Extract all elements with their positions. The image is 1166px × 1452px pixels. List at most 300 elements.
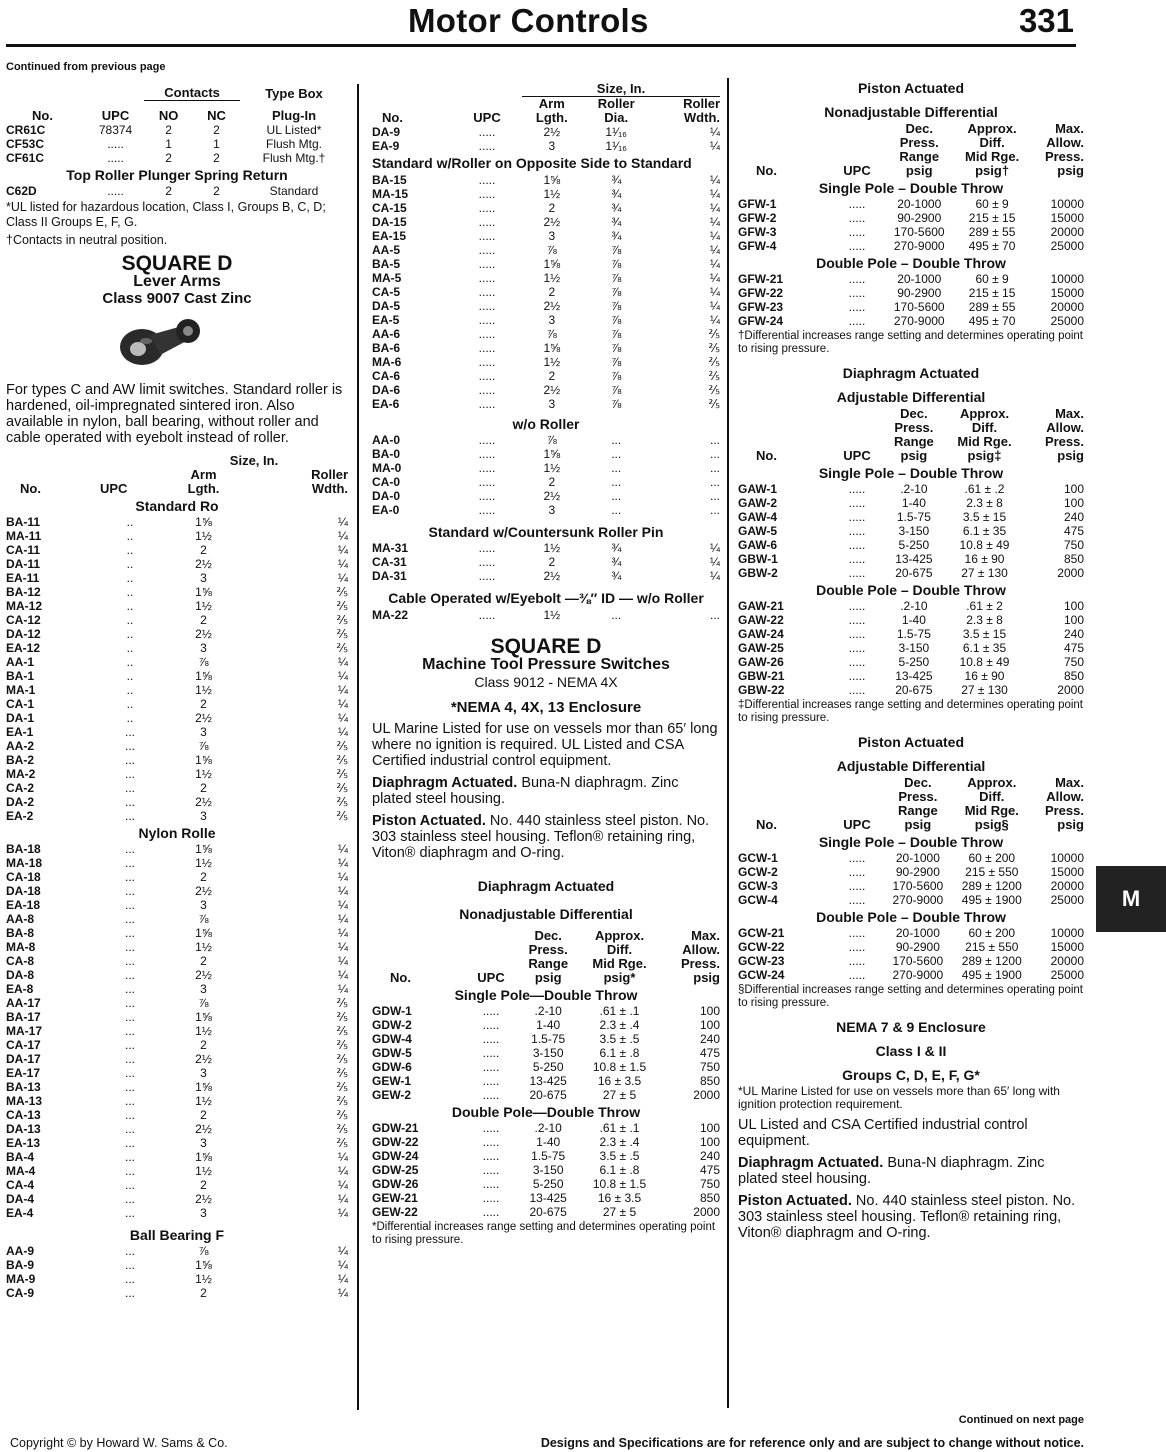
col-header-max: Max. bbox=[1055, 121, 1084, 136]
cell-value: 6.1 ± 35 bbox=[962, 641, 1007, 655]
col-header-psigmark: psig‡ bbox=[967, 448, 1002, 463]
cell-value: ¾ bbox=[611, 541, 622, 555]
section-heading: Cable Operated w/Eyebolt —⅜″ ID — w/o Roller bbox=[388, 590, 704, 606]
col-header-diff: Diff. bbox=[606, 942, 633, 957]
table-row bbox=[738, 641, 1084, 655]
part-number: BA-17 bbox=[6, 1009, 41, 1024]
cell-value: 750 bbox=[1063, 655, 1084, 669]
cell-value: 1½ bbox=[195, 598, 212, 613]
cell-value: ..... bbox=[478, 243, 496, 257]
cell-value: ¼ bbox=[337, 654, 348, 669]
part-number: GAW-21 bbox=[738, 599, 784, 613]
cell-value: 3-150 bbox=[898, 641, 930, 655]
table-row bbox=[372, 299, 720, 313]
cell-value: 1¹⁄₁₆ bbox=[605, 139, 627, 153]
col-header-upc: UPC bbox=[101, 107, 130, 123]
cell-value: ..... bbox=[848, 879, 866, 893]
table-row bbox=[372, 229, 720, 243]
section-subtitle: Piston Actuated bbox=[857, 80, 965, 96]
cell-value: 1⅝ bbox=[543, 447, 561, 461]
cell-value: ... bbox=[124, 1177, 135, 1192]
cell-value: .2-10 bbox=[534, 1004, 562, 1018]
cell-value: ..... bbox=[478, 285, 496, 299]
cell-value: ⅖ bbox=[708, 355, 720, 369]
size-header: Size, In. bbox=[229, 452, 279, 468]
part-number: GCW-21 bbox=[738, 926, 785, 940]
table-row bbox=[6, 940, 348, 954]
table-row bbox=[6, 1010, 348, 1024]
table-row bbox=[372, 1177, 720, 1191]
part-number: CF61C bbox=[6, 150, 45, 165]
cell-value: ... bbox=[709, 461, 720, 475]
cell-value: ¼ bbox=[337, 1257, 348, 1272]
table-row bbox=[738, 940, 1084, 954]
col-header-diff: Diff. bbox=[979, 789, 1005, 804]
section-heading: Standard Ro bbox=[135, 497, 219, 514]
table-row bbox=[372, 1060, 720, 1074]
cell-value: 100 bbox=[699, 1135, 720, 1149]
cell-value: .. bbox=[126, 570, 134, 585]
table-row bbox=[372, 341, 720, 355]
part-number: BA-2 bbox=[6, 752, 35, 767]
section-subtitle: Diaphragm Actuated bbox=[842, 365, 980, 381]
cell-value: 2 bbox=[548, 369, 556, 383]
part-number: EA-13 bbox=[6, 1135, 41, 1150]
cell-value: ¾ bbox=[611, 187, 622, 201]
cell-value: 2½ bbox=[195, 626, 212, 641]
table-row bbox=[372, 1191, 720, 1205]
cell-value: ... bbox=[611, 447, 622, 461]
col-header-no: No. bbox=[20, 480, 41, 496]
table-row bbox=[738, 926, 1084, 940]
cell-value: 289 ± 55 bbox=[968, 300, 1016, 314]
cell-value: 1⅝ bbox=[195, 1009, 212, 1024]
table-row bbox=[6, 571, 348, 585]
cell-value: ... bbox=[124, 1023, 135, 1038]
part-number: CA-1 bbox=[6, 696, 35, 711]
table-row bbox=[372, 397, 720, 411]
col-header-press: Press. bbox=[898, 789, 938, 804]
cell-value: 1½ bbox=[195, 682, 212, 697]
cell-value: ..... bbox=[482, 1060, 500, 1074]
cell-value: 750 bbox=[1063, 538, 1084, 552]
col-header-allow: Allow. bbox=[1046, 789, 1084, 804]
cell-value: ⅞ bbox=[611, 397, 622, 411]
cell-value: ¼ bbox=[709, 257, 720, 271]
cell-value: ¼ bbox=[709, 229, 720, 243]
part-number: GDW-26 bbox=[372, 1177, 419, 1191]
col-header-approx: Approx. bbox=[959, 406, 1010, 421]
header-spacer bbox=[738, 122, 830, 136]
cell-value: ¼ bbox=[337, 925, 348, 940]
cell-value: ¼ bbox=[337, 542, 348, 557]
brand-heading: SQUARE D bbox=[490, 635, 602, 658]
cell-value: .. bbox=[126, 514, 134, 529]
col-header-nc: NC bbox=[207, 107, 226, 123]
part-number: MA-5 bbox=[372, 271, 402, 285]
col-header-approx: Approx. bbox=[594, 928, 645, 943]
cell-value: ... bbox=[611, 433, 622, 447]
cell-value: ..... bbox=[848, 197, 866, 211]
part-number: BA-6 bbox=[372, 341, 401, 355]
part-number: GAW-5 bbox=[738, 524, 778, 538]
cell-value: ... bbox=[709, 489, 720, 503]
cell-value: ... bbox=[124, 1065, 135, 1080]
part-number: AA-8 bbox=[6, 911, 35, 926]
description-paragraph: Diaphragm Actuated. Buna-N diaphragm. Zinc plated steel housing. bbox=[372, 775, 679, 807]
table-row bbox=[738, 968, 1084, 982]
cell-value: ⅞ bbox=[546, 243, 557, 257]
cell-value: ¼ bbox=[337, 1149, 348, 1164]
cell-value: ... bbox=[124, 1079, 135, 1094]
cell-value: 3-150 bbox=[898, 524, 930, 538]
table-row bbox=[372, 173, 720, 187]
cell-value: ¾ bbox=[611, 229, 622, 243]
cell-value: Flush Mtg. bbox=[265, 136, 322, 151]
cell-value: ..... bbox=[482, 1191, 500, 1205]
section-subtitle: Class 9012 - NEMA 4X bbox=[474, 674, 618, 690]
part-number: BA-18 bbox=[6, 841, 41, 856]
cell-value: ..... bbox=[478, 555, 496, 569]
cell-value: 90-2900 bbox=[895, 940, 940, 954]
part-number: MA-8 bbox=[6, 939, 36, 954]
cell-value: 60 ± 200 bbox=[968, 926, 1016, 940]
section-heading: Standard w/Roller on Opposite Side to Standard bbox=[372, 155, 692, 171]
part-number: GFW-23 bbox=[738, 300, 784, 314]
cell-value: ..... bbox=[478, 489, 496, 503]
cell-value: ¼ bbox=[337, 682, 348, 697]
cell-value: 2½ bbox=[195, 794, 212, 809]
table-row bbox=[372, 608, 720, 622]
cell-value: 2½ bbox=[543, 569, 561, 583]
part-number: MA-13 bbox=[6, 1093, 43, 1108]
table-row bbox=[738, 197, 1084, 211]
cell-value: ..... bbox=[848, 538, 866, 552]
table-row bbox=[6, 1052, 348, 1066]
col-header-approx: Approx. bbox=[967, 121, 1017, 136]
part-number: GDW-5 bbox=[372, 1046, 412, 1060]
col-header-no: No. bbox=[756, 817, 777, 832]
cell-value: 750 bbox=[699, 1177, 720, 1191]
table-row bbox=[372, 1074, 720, 1088]
table-row bbox=[6, 641, 348, 655]
table-row bbox=[372, 503, 720, 517]
header-spacer bbox=[830, 776, 884, 790]
cell-value: 1 bbox=[165, 136, 172, 151]
cell-value: ..... bbox=[848, 865, 866, 879]
section-heading: Single Pole – Double Throw bbox=[818, 834, 1004, 850]
cell-value: 215 ± 15 bbox=[968, 211, 1016, 225]
table-row bbox=[6, 795, 348, 809]
table-row bbox=[6, 856, 348, 870]
cell-value: 270-9000 bbox=[892, 968, 944, 982]
table-row bbox=[372, 1088, 720, 1102]
col-header-psig2: psig bbox=[693, 970, 720, 985]
cell-value: ..... bbox=[478, 139, 496, 153]
cell-value: ..... bbox=[848, 851, 866, 865]
col-header-upc: UPC bbox=[843, 448, 871, 463]
part-number: GDW-2 bbox=[372, 1018, 412, 1032]
part-number: GAW-2 bbox=[738, 496, 778, 510]
section-subtitle: Class I & II bbox=[875, 1043, 947, 1059]
cell-value: ⅖ bbox=[336, 1023, 348, 1038]
column-2 bbox=[372, 82, 720, 1251]
cell-value: ... bbox=[124, 1107, 135, 1122]
cell-value: 170-5600 bbox=[893, 225, 945, 239]
cell-value: 13-425 bbox=[895, 669, 933, 683]
cell-value: ⅖ bbox=[336, 766, 348, 781]
cell-value: ..... bbox=[478, 383, 496, 397]
cell-value: 20000 bbox=[1050, 225, 1084, 239]
cell-value: ..... bbox=[478, 341, 496, 355]
cell-value: 27 ± 5 bbox=[602, 1205, 637, 1219]
cell-value: 5-250 bbox=[898, 538, 930, 552]
col-header-approx: Approx. bbox=[967, 775, 1017, 790]
part-number: GAW-4 bbox=[738, 510, 778, 524]
cell-value: ⅖ bbox=[708, 397, 720, 411]
cell-value: 289 ± 1200 bbox=[961, 954, 1022, 968]
part-number: CA-12 bbox=[6, 612, 41, 627]
cell-value: ... bbox=[124, 1243, 135, 1258]
part-number: CA-15 bbox=[372, 201, 407, 215]
table-row bbox=[6, 1080, 348, 1094]
table-row bbox=[6, 137, 348, 151]
cell-value: ⅖ bbox=[336, 1107, 348, 1122]
part-number: GCW-3 bbox=[738, 879, 778, 893]
col-header-no: No. bbox=[390, 970, 411, 985]
cell-value: 100 bbox=[1063, 613, 1084, 627]
part-number: DA-17 bbox=[6, 1051, 41, 1066]
cell-value: 78374 bbox=[98, 122, 133, 137]
part-number: EA-18 bbox=[6, 897, 41, 912]
part-number: EA-2 bbox=[6, 808, 34, 823]
table-row bbox=[738, 496, 1084, 510]
cell-value: ⅞ bbox=[198, 738, 209, 753]
cell-value: ... bbox=[124, 1037, 135, 1052]
cell-value: 2000 bbox=[693, 1088, 720, 1102]
cell-value: ..... bbox=[478, 173, 496, 187]
cell-value: ¼ bbox=[337, 841, 348, 856]
cell-value: ¼ bbox=[337, 869, 348, 884]
cell-value: ... bbox=[709, 475, 720, 489]
cell-value: ¼ bbox=[337, 556, 348, 571]
col-header-max: Max. bbox=[691, 928, 720, 943]
section-heading: Single Pole – Double Throw bbox=[818, 180, 1004, 196]
col-header-plugin: Plug-In bbox=[271, 107, 317, 123]
section-subtitle: Adjustable Differential bbox=[836, 758, 986, 774]
cell-value: 16 ± 3.5 bbox=[597, 1191, 642, 1205]
cell-value: ¾ bbox=[611, 173, 622, 187]
cell-value: 20-1000 bbox=[897, 197, 942, 211]
cell-value: ..... bbox=[848, 482, 866, 496]
table-row bbox=[6, 870, 348, 884]
cell-value: 1.5-75 bbox=[531, 1032, 566, 1046]
cell-value: 270-9000 bbox=[893, 314, 945, 328]
table-row bbox=[372, 447, 720, 461]
table-row bbox=[6, 842, 348, 856]
col-header-press: Press. bbox=[528, 942, 568, 957]
cell-value: ¼ bbox=[337, 967, 348, 982]
col-header-psigmark: psig† bbox=[975, 163, 1010, 178]
cell-value: 495 ± 1900 bbox=[961, 893, 1022, 907]
cell-value: ... bbox=[709, 433, 720, 447]
cell-value: 270-9000 bbox=[893, 239, 945, 253]
col-header-dec: Dec. bbox=[904, 775, 932, 790]
cell-value: ⅖ bbox=[336, 794, 348, 809]
cell-value: .. bbox=[126, 640, 134, 655]
cell-value: ... bbox=[709, 608, 720, 622]
part-number: EA-12 bbox=[6, 640, 41, 655]
arm-header: Arm bbox=[538, 96, 565, 111]
cell-value: 90-2900 bbox=[897, 211, 942, 225]
cell-value: 5-250 bbox=[532, 1060, 564, 1074]
column-divider-1 bbox=[357, 84, 359, 1410]
part-number: MA-0 bbox=[372, 461, 402, 475]
roller-header: Roller bbox=[597, 96, 635, 111]
cell-value: ... bbox=[124, 995, 135, 1010]
part-number: GBW-22 bbox=[738, 683, 785, 697]
col-header-no: No. bbox=[382, 110, 403, 125]
cell-value: ¼ bbox=[337, 1205, 348, 1220]
pressure-switch-table bbox=[372, 929, 720, 1219]
cell-value: 240 bbox=[1063, 627, 1084, 641]
cell-value: 495 ± 70 bbox=[968, 239, 1016, 253]
cell-value: ¼ bbox=[337, 1191, 348, 1206]
section-tab: M bbox=[1096, 866, 1166, 932]
continued-next-label: Continued on next page bbox=[958, 1414, 1084, 1426]
header-spacer bbox=[738, 407, 830, 421]
cell-value: 1⅝ bbox=[195, 841, 212, 856]
cell-value: 2 bbox=[200, 1107, 207, 1122]
table-row bbox=[372, 1046, 720, 1060]
table-row bbox=[6, 669, 348, 683]
cell-value: ..... bbox=[478, 125, 496, 139]
cell-value: 20000 bbox=[1050, 300, 1084, 314]
cell-value: 10.8 ± 49 bbox=[959, 538, 1010, 552]
part-number: GBW-2 bbox=[738, 566, 778, 580]
table-row bbox=[6, 912, 348, 926]
part-number: EA-8 bbox=[6, 981, 34, 996]
cell-value: ⅖ bbox=[336, 612, 348, 627]
cell-value: 289 ± 1200 bbox=[961, 879, 1022, 893]
cell-value: 2 bbox=[200, 1177, 207, 1192]
description-paragraph: UL Listed and CSA Certified industrial control equipment. bbox=[738, 1117, 1028, 1149]
description-paragraph: Piston Actuated. No. 440 stainless steel piston. No. 303 stainless steel housing. Teflon® retaining ring, Viton® diaphragm and O-ring. bbox=[372, 813, 710, 861]
part-number: DA-13 bbox=[6, 1121, 41, 1136]
lever-arms-table-continued bbox=[372, 82, 720, 622]
cell-value: ⅖ bbox=[336, 640, 348, 655]
part-number: CA-11 bbox=[6, 542, 41, 557]
part-number: CA-2 bbox=[6, 780, 35, 795]
cell-value: ..... bbox=[848, 496, 866, 510]
table-row bbox=[6, 655, 348, 669]
roller-header: Roller bbox=[311, 466, 348, 482]
size-header: Size, In. bbox=[522, 82, 720, 97]
col-header-dec: Dec. bbox=[534, 928, 562, 943]
part-number: BA-11 bbox=[6, 514, 41, 529]
table-row bbox=[372, 187, 720, 201]
cell-value: ..... bbox=[848, 669, 866, 683]
cell-value: ..... bbox=[482, 1177, 500, 1191]
part-number: CA-4 bbox=[6, 1177, 35, 1192]
cell-value: ⅞ bbox=[546, 433, 557, 447]
col-header-psig2: psig bbox=[1057, 817, 1084, 832]
cell-value: 1 bbox=[213, 136, 220, 151]
cell-value: ..... bbox=[478, 313, 496, 327]
table-row bbox=[6, 1136, 348, 1150]
cell-value: ... bbox=[124, 953, 135, 968]
part-number: EA-1 bbox=[6, 724, 34, 739]
footnote: §Differential increases range setting and determines operating point to rising pressure. bbox=[738, 984, 1083, 1009]
section-heading: Top Roller Plunger Spring Return bbox=[66, 166, 288, 183]
table-row bbox=[738, 879, 1084, 893]
cell-value: ⅖ bbox=[336, 1121, 348, 1136]
col-header-dia: Dia. bbox=[604, 110, 629, 125]
table-row bbox=[738, 538, 1084, 552]
part-number: GBW-1 bbox=[738, 552, 778, 566]
page-number: 331 bbox=[1018, 2, 1074, 39]
cell-value: 170-5600 bbox=[893, 300, 945, 314]
cell-value: ¼ bbox=[709, 555, 720, 569]
footnote: †Differential increases range setting and determines operating point to rising pressure. bbox=[738, 330, 1083, 355]
cell-value: ¼ bbox=[337, 883, 348, 898]
cell-value: 750 bbox=[699, 1060, 720, 1074]
cell-value: 270-9000 bbox=[892, 893, 944, 907]
cell-value: ... bbox=[124, 939, 135, 954]
cell-value: ... bbox=[124, 766, 135, 781]
cell-value: 15000 bbox=[1050, 940, 1084, 954]
brand-heading: SQUARE D bbox=[121, 251, 233, 275]
section-subtitle: *NEMA 4, 4X, 13 Enclosure bbox=[450, 699, 642, 716]
part-number: BA-13 bbox=[6, 1079, 41, 1094]
cell-value: 1.5-75 bbox=[531, 1149, 566, 1163]
cell-value: 3 bbox=[200, 724, 207, 739]
section-subtitle: Adjustable Differential bbox=[836, 389, 986, 405]
part-number: GBW-21 bbox=[738, 669, 785, 683]
table-row bbox=[738, 893, 1084, 907]
cell-value: 1-40 bbox=[901, 613, 926, 627]
part-number: MA-9 bbox=[6, 1271, 36, 1286]
cell-value: 1½ bbox=[543, 461, 561, 475]
cell-value: 1.5-75 bbox=[896, 627, 931, 641]
cell-value: 2000 bbox=[1057, 683, 1084, 697]
cell-value: 2 bbox=[165, 122, 172, 137]
part-number: GCW-22 bbox=[738, 940, 785, 954]
cell-value: ¾ bbox=[611, 215, 622, 229]
cell-value: 2 bbox=[200, 869, 207, 884]
part-number: BA-4 bbox=[6, 1149, 35, 1164]
cell-value: ¼ bbox=[709, 125, 720, 139]
table-row bbox=[6, 1094, 348, 1108]
cell-value: ..... bbox=[848, 968, 866, 982]
section-subtitle: Diaphragm Actuated bbox=[477, 878, 615, 894]
part-number: EA-4 bbox=[6, 1205, 34, 1220]
cell-value: ..... bbox=[848, 552, 866, 566]
table-row: C62D ..... 2 2 Standard bbox=[6, 183, 319, 198]
cell-value: 3-150 bbox=[532, 1163, 564, 1177]
part-number: AA-6 bbox=[372, 327, 401, 341]
part-number: MA-22 bbox=[372, 608, 409, 622]
type-box-header: Type Box bbox=[265, 85, 323, 101]
cell-value: 3 bbox=[548, 139, 556, 153]
cell-value: ¼ bbox=[709, 271, 720, 285]
section-heading: Ball Bearing F bbox=[129, 1226, 225, 1243]
table-row bbox=[372, 369, 720, 383]
table-row bbox=[372, 1032, 720, 1046]
cell-value: ... bbox=[611, 489, 622, 503]
col-header-press: Press. bbox=[894, 420, 934, 435]
cell-value: 90-2900 bbox=[895, 865, 940, 879]
